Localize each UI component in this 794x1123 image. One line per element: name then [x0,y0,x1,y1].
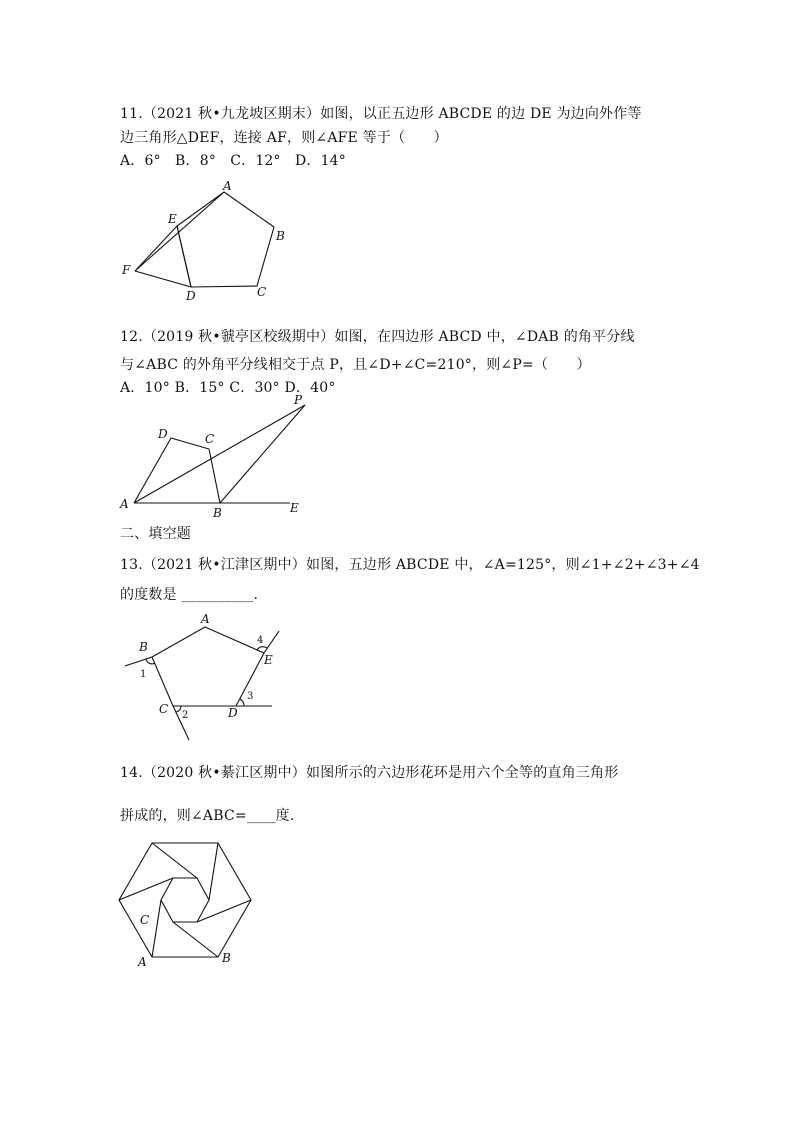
q14-spoke-4 [173,922,218,957]
q11-label-f: F [122,263,131,277]
q12-label-e: E [290,501,299,515]
q13-label-d: D [228,706,238,720]
q14-spoke-6 [119,878,173,900]
q13-label-e: E [264,653,273,667]
q13-label-2: 2 [182,710,189,721]
q14-label-c: C [140,913,150,927]
q14-spoke-5 [152,900,161,957]
q13-label-4: 4 [257,635,264,646]
q12-label-p: P [294,393,303,407]
q13-label-a: A [201,612,210,626]
q11-label-b: B [276,229,285,243]
q11-label-c: C [257,285,267,299]
q12-options: A．10° B．15° C．30° D．40° [120,380,336,396]
q11-text-line2: 边三角形△DEF，连接 AF，则∠AFE 等于（ ） [120,130,448,146]
q13-label-3: 3 [247,691,254,702]
q12-text-line1: 12.（2019 秋•虢亭区校级期中）如图，在四边形 ABCD 中，∠DAB 的角平分线 [120,329,635,345]
q13-label-c: C [159,702,169,716]
q14-spoke-2 [209,843,218,900]
q12-label-b: B [213,506,222,520]
q14-spoke-3 [197,900,251,922]
q14-inner-hexagon [161,878,209,922]
q12-text-line2: 与∠ABC 的外角平分线相交于点 P，且∠D+∠C=210°，则∠P=（ ） [120,357,591,373]
q12-label-c: C [205,432,215,446]
q14-spoke-1 [152,843,197,878]
section-title: 二、填空题 [120,526,191,542]
q14-outer-hexagon [119,843,251,957]
q14-label-b: B [222,951,231,965]
q13-label-1: 1 [140,669,147,680]
q12-label-d: D [158,427,168,441]
q11-label-e: E [168,212,177,226]
q13-label-b: B [139,640,148,654]
q11-options: A．6° B．8° C．12° D．14° [120,153,346,169]
q13-text-line1: 13.（2021 秋•江津区期中）如图，五边形 ABCDE 中，∠A=125°，则∠1+∠2+∠3+∠4 [120,557,700,573]
q14-label-a: A [138,955,147,969]
q14-text-line2: 拼成的，则∠ABC=____度. [120,808,295,824]
q14-text-line1: 14.（2020 秋•綦江区期中）如图所示的六边形花环是用六个全等的直角三角形 [120,765,619,781]
q12-label-a: A [120,497,129,511]
q11-text-line1: 11.（2021 秋•九龙坡区期末）如图，以正五边形 ABCDE 的边 DE 为边向外作等 [120,106,642,122]
q11-label-d: D [186,289,196,303]
q13-text-line2: 的度数是 __________. [120,587,259,603]
q11-label-a: A [223,179,232,193]
